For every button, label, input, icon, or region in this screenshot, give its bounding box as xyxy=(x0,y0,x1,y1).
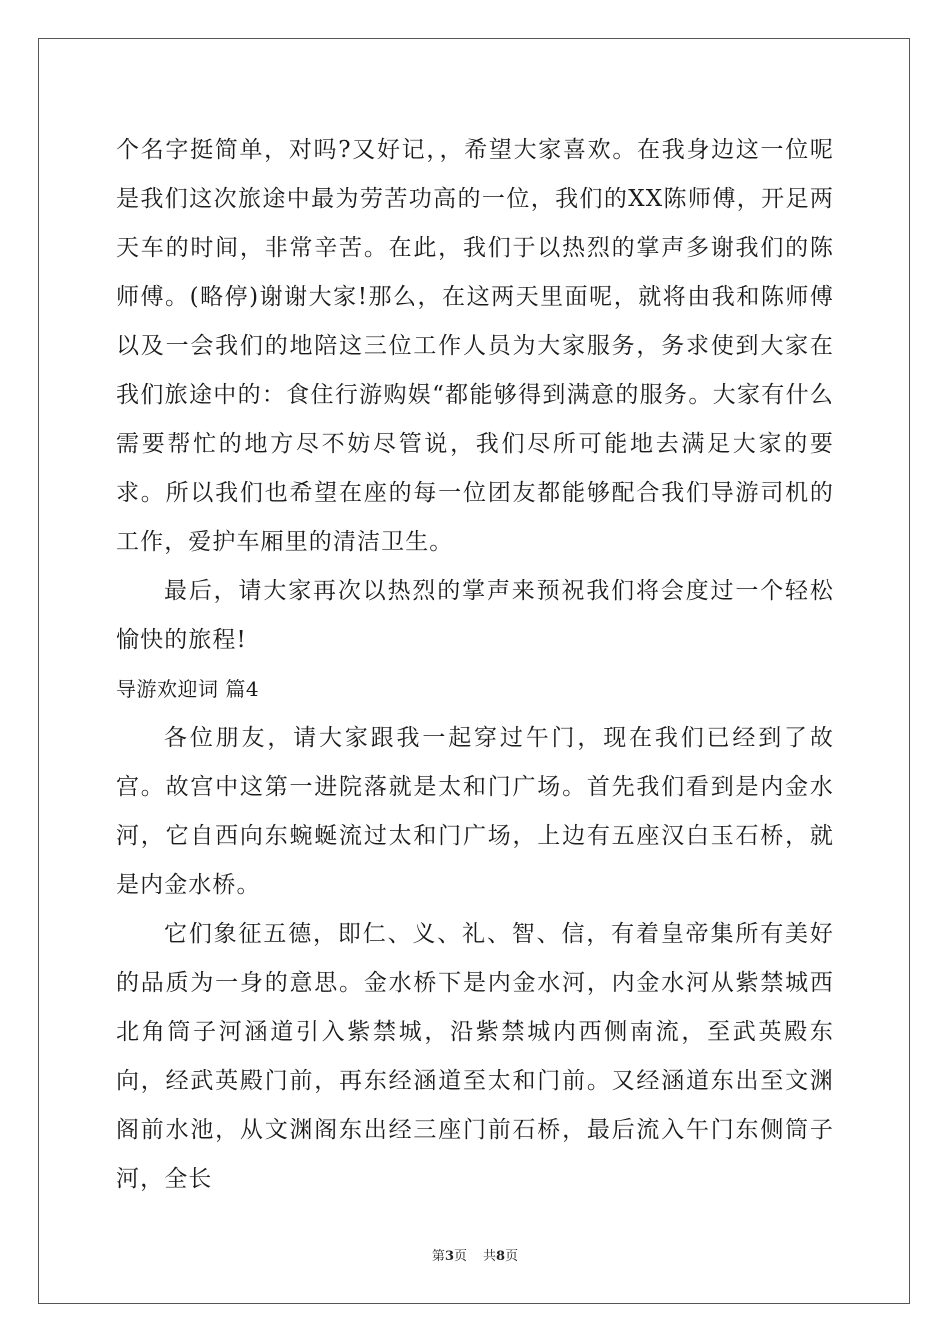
page-footer xyxy=(0,1245,950,1264)
paragraph-4: 它们象征五德，即仁、义、礼、智、信，有着皇帝集所有美好的品质为一身的意思。金水桥下是内金水河，内金水河从紫禁城西北角筒子河涵道引入紫禁城，沿紫禁城内西侧南流，至武英殿东向，经武英殿门前，再东经涵道至太和门前。又经涵道东出至文渊阁前水池，从文渊阁东出经三座门前石桥，最后流入午门东侧筒子河，全长 xyxy=(116,921,834,1192)
page-prefix: 第 xyxy=(431,1249,445,1264)
section-heading: 导游欢迎词 篇4 xyxy=(116,677,260,701)
page-total: 8 xyxy=(496,1249,506,1264)
document-body xyxy=(116,126,834,1204)
paragraph-2: 最后，请大家再次以热烈的掌声来预祝我们将会度过一个轻松愉快的旅程! xyxy=(116,578,834,653)
page-current: 3 xyxy=(444,1249,454,1264)
total-unit: 页 xyxy=(505,1249,519,1264)
page-unit: 页 xyxy=(453,1249,467,1264)
paragraph-3: 各位朋友，请大家跟我一起穿过午门，现在我们已经到了故宫。故宫中这第一进院落就是太和门广场。首先我们看到是内金水河，它自西向东蜿蜒流过太和门广场，上边有五座汉白玉石桥，就是内金水桥。 xyxy=(116,725,834,898)
paragraph-1: 个名字挺简单，对吗?又好记，，希望大家喜欢。在我身边这一位呢是我们这次旅途中最为劳苦功高的一位，我们的XX陈师傅，开足两天车的时间，非常辛苦。在此，我们于以热烈的掌声多谢我们的陈师傅。(略停)谢谢大家!那么，在这两天里面呢，就将由我和陈师傅以及一会我们的地陪这三位工作人员为大家服务，务求使到大家在我们旅途中的：食住行游购娱“都能够得到满意的服务。大家有什么需要帮忙的地方尽不妨尽管说，我们尽所可能地去满足大家的要求。所以我们也希望在座的每一位团友都能够配合我们导游司机的工作，爱护车厢里的清洁卫生。 xyxy=(116,137,834,555)
total-prefix: 共 xyxy=(483,1249,497,1264)
